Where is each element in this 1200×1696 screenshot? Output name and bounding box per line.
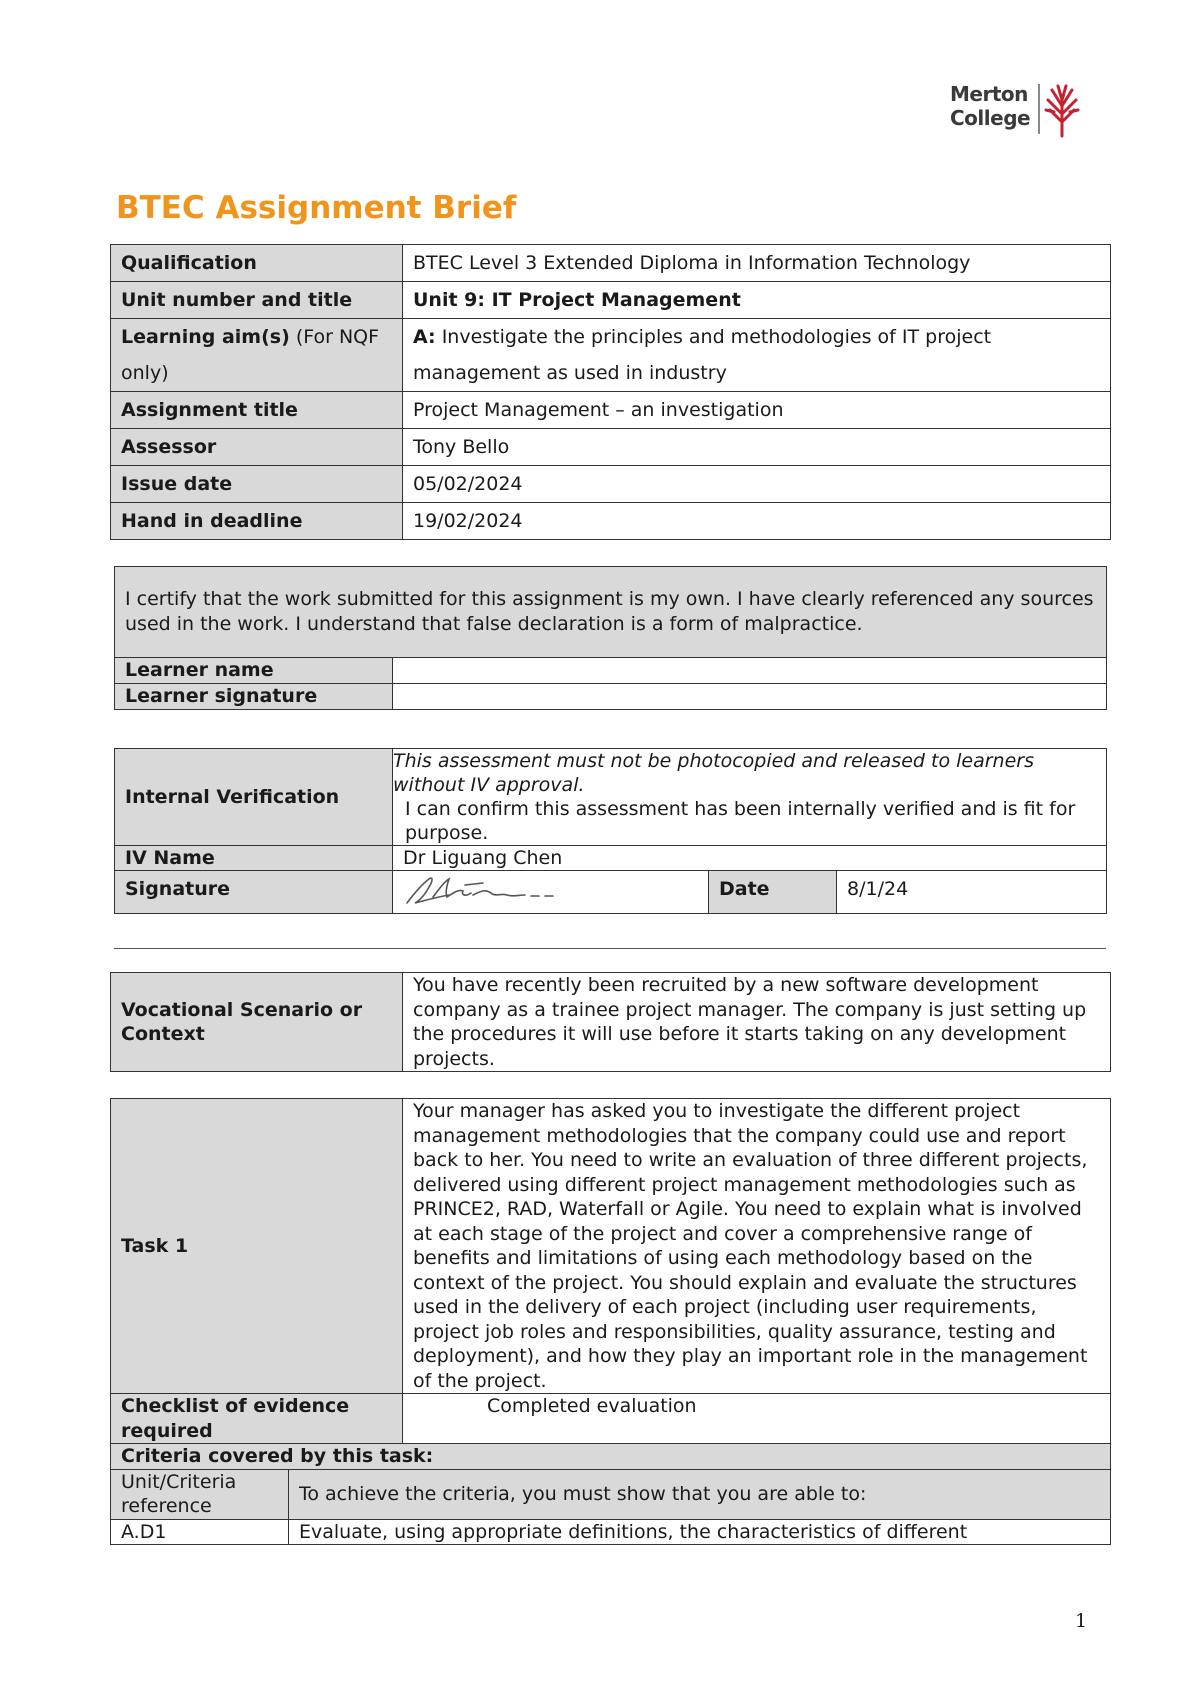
learning-aims-note: (For NQF only) [121, 326, 380, 384]
iv-name-label: IV Name [115, 846, 393, 871]
signature-label: Signature [115, 871, 393, 914]
internal-verification-label: Internal Verification [115, 749, 393, 846]
internal-verification-table [114, 748, 1107, 914]
iv-name-value: Dr Liguang Chen [393, 846, 1107, 871]
table-row [115, 749, 1107, 846]
logo-line-1: Merton [950, 82, 1028, 106]
handwritten-signature-icon [403, 871, 583, 907]
table-row [111, 1444, 1111, 1470]
table-row [115, 658, 1107, 684]
scenario-table [110, 972, 1111, 1072]
signature-cell [393, 871, 709, 914]
tree-icon [1042, 82, 1082, 138]
page-title: BTEC Assignment Brief [116, 190, 517, 226]
learning-aims-value: Investigate the principles and methodologies of IT project management as used in industry [413, 326, 992, 384]
table-row [115, 567, 1107, 658]
section-divider [114, 948, 1106, 949]
learner-signature-field[interactable] [393, 684, 1107, 710]
scenario-label: Vocational Scenario or Context [111, 973, 403, 1072]
certification-statement: I certify that the work submitted for this assignment is my own. I have clearly referenced any sources used in the work. I understand that false declaration is a form of malpractice. [115, 567, 1107, 658]
internal-verification-text [393, 749, 1107, 846]
learner-name-field[interactable] [393, 658, 1107, 684]
learning-aims-value-cell [403, 319, 1111, 392]
table-row [115, 846, 1107, 871]
table-row [115, 684, 1107, 710]
table-row [111, 466, 1111, 503]
learning-aims-label: Learning aim(s) [121, 326, 290, 348]
table-row [111, 1394, 1111, 1444]
learner-name-label: Learner name [115, 658, 393, 684]
task-table [110, 1098, 1111, 1545]
table-row [111, 503, 1111, 540]
college-logo [950, 82, 1090, 142]
checklist-label: Checklist of evidence required [111, 1394, 403, 1444]
assessor-value: Tony Bello [403, 429, 1111, 466]
date-label: Date [709, 871, 837, 914]
table-row [111, 319, 1111, 392]
issue-date-label: Issue date [111, 466, 403, 503]
table-row [111, 392, 1111, 429]
criteria-desc-header: To achieve the criteria, you must show that you are able to: [289, 1469, 1111, 1519]
logo-divider [1038, 84, 1040, 134]
unit-label: Unit number and title [111, 282, 403, 319]
table-row [111, 245, 1111, 282]
logo-line-2: College [950, 106, 1031, 130]
learning-aims-prefix: A: [413, 326, 436, 348]
table-row [115, 871, 1107, 914]
table-row [111, 1099, 1111, 1394]
task-text: Your manager has asked you to investigate the different project management methodologies that the company could use and report back to her. You need to write an evaluation of three different projects, delivered using different project management methodologies such as PRINCE2, RAD, Waterfall or Agile. You need to explain what is involved at each stage of the project and cover a comprehensive range of benefits and limitations of using each methodology based on the context of the project. You should explain and evaluate the structures used in the delivery of each project (including user requirements, project job roles and responsibilities, quality assurance, testing and deployment), and how they play an important role in the management of the project. [403, 1099, 1111, 1394]
issue-date-value: 05/02/2024 [403, 466, 1111, 503]
criteria-ref: A.D1 [111, 1519, 289, 1545]
learning-aims-label-cell [111, 319, 403, 392]
task-label: Task 1 [111, 1099, 403, 1394]
criteria-heading: Criteria covered by this task: [111, 1444, 1111, 1470]
assessor-label: Assessor [111, 429, 403, 466]
scenario-text: You have recently been recruited by a new software development company as a trainee project manager. The company is just setting up the procedures it will use before it starts taking on any development projects. [403, 973, 1111, 1072]
criteria-ref-header: Unit/Criteria reference [111, 1469, 289, 1519]
table-row [111, 1519, 1111, 1545]
qualification-label: Qualification [111, 245, 403, 282]
table-row [111, 1469, 1111, 1519]
table-row [111, 973, 1111, 1072]
checklist-value: Completed evaluation [403, 1394, 1111, 1444]
certification-table [114, 566, 1107, 710]
date-value: 8/1/24 [837, 871, 1107, 914]
learner-signature-label: Learner signature [115, 684, 393, 710]
assignment-info-table [110, 244, 1111, 540]
iv-confirmation: I can confirm this assessment has been internally verified and is fit for purpose. [405, 798, 1076, 844]
page-number: 1 [1075, 1610, 1088, 1632]
qualification-value: BTEC Level 3 Extended Diploma in Information Technology [403, 245, 1111, 282]
assignment-title-value: Project Management – an investigation [403, 392, 1111, 429]
assignment-title-label: Assignment title [111, 392, 403, 429]
deadline-value: 19/02/2024 [403, 503, 1111, 540]
deadline-label: Hand in deadline [111, 503, 403, 540]
iv-warning: This assessment must not be photocopied and released to learners without IV approval. [393, 750, 1034, 796]
unit-value: Unit 9: IT Project Management [403, 282, 1111, 319]
table-row [111, 429, 1111, 466]
table-row [111, 282, 1111, 319]
criteria-desc: Evaluate, using appropriate definitions, the characteristics of different [289, 1519, 1111, 1545]
